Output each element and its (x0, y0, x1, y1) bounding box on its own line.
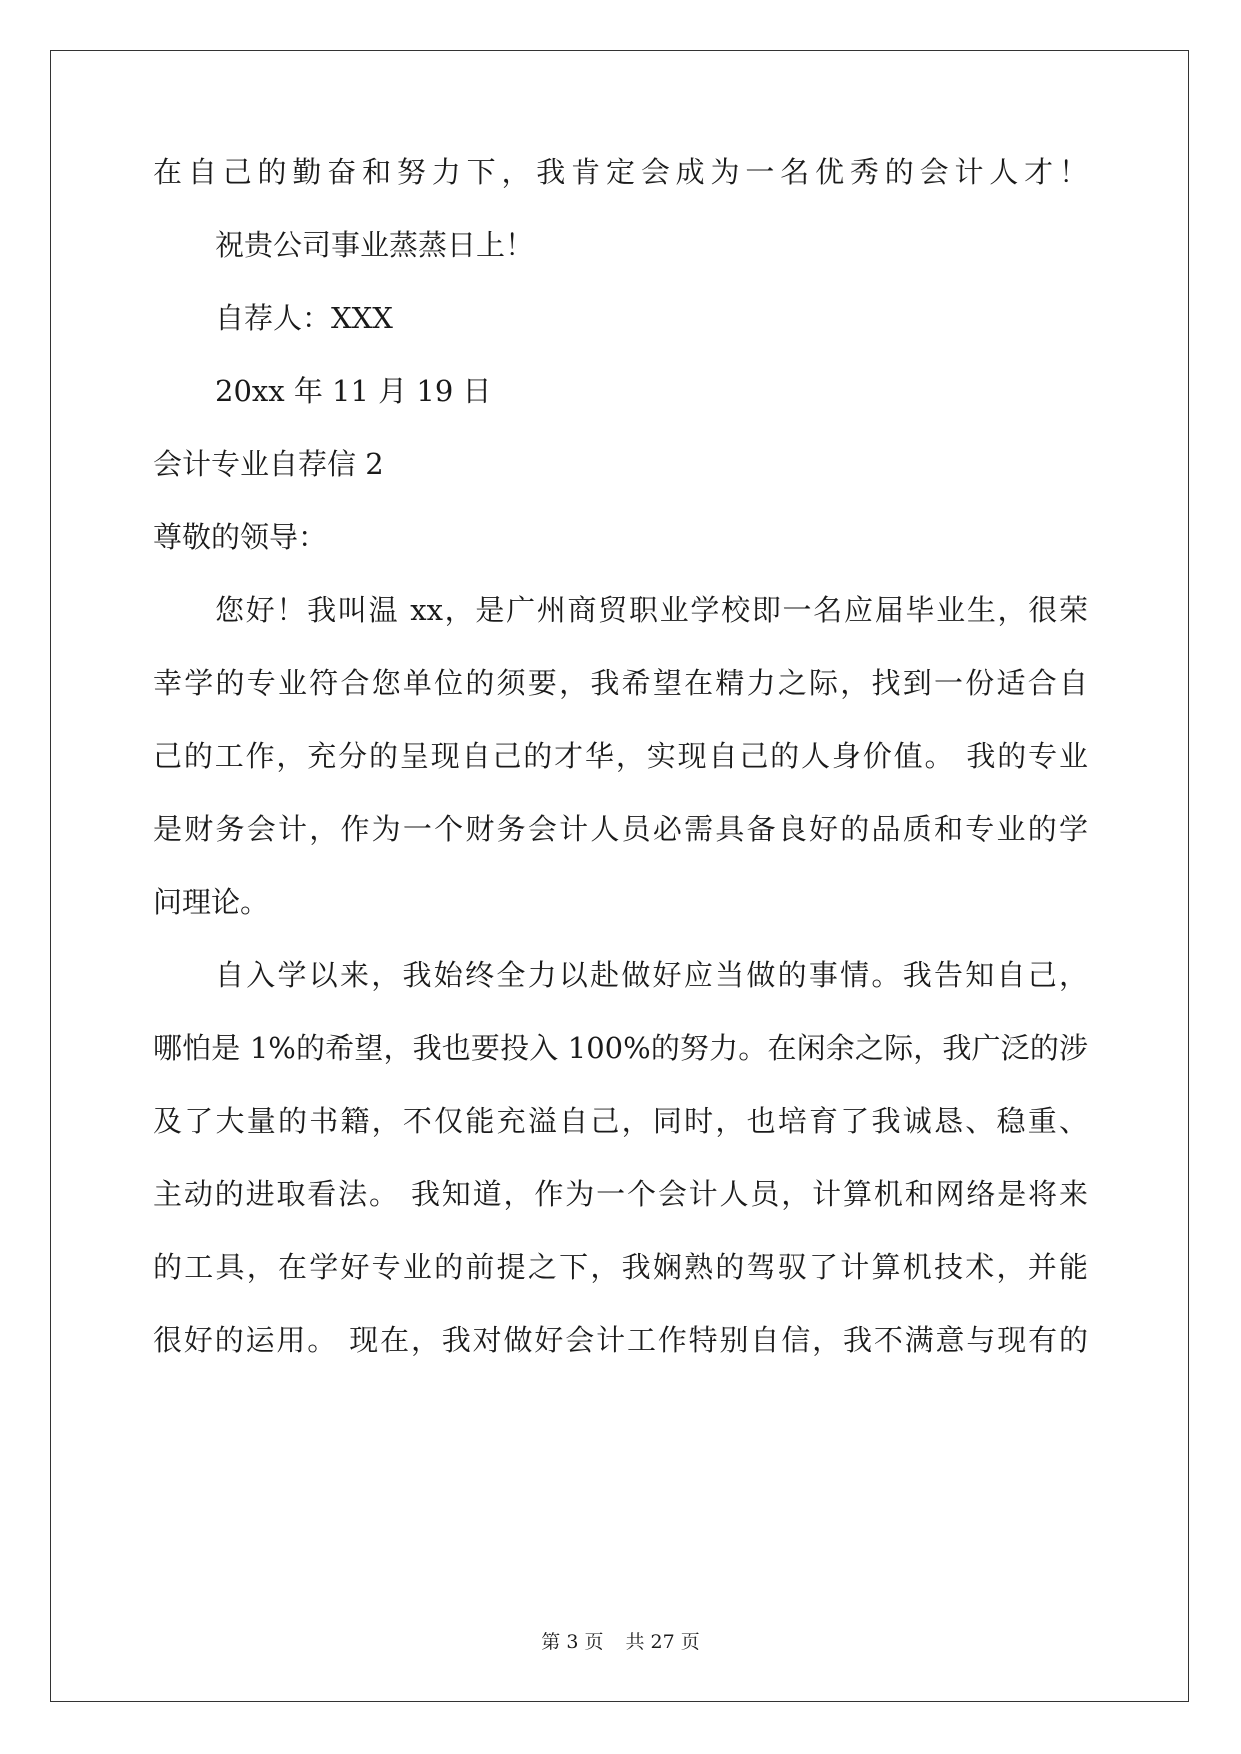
body-line: 幸学的专业符合您单位的须要，我希望在精力之际，找到一份适合自 (153, 666, 1088, 700)
page-footer (0, 1630, 1241, 1654)
body-line: 自入学以来，我始终全力以赴做好应当做的事情。我告知自己， (215, 958, 1088, 992)
signature-line: 自荐人：XXX (215, 301, 393, 335)
page-total: 共 27 页 (625, 1631, 700, 1653)
body-line: 您好！我叫温 xx，是广州商贸职业学校即一名应届毕业生，很荣 (215, 593, 1088, 627)
body-line: 及了大量的书籍，不仅能充溢自己，同时，也培育了我诚恳、稳重、 (153, 1104, 1088, 1138)
body-line: 的工具，在学好专业的前提之下，我娴熟的驾驭了计算机技术，并能 (153, 1250, 1088, 1284)
section-title: 会计专业自荐信 2 (153, 447, 384, 481)
date-line: 20xx 年 11 月 19 日 (215, 374, 492, 408)
body-line: 哪怕是 1%的希望，我也要投入 100%的努力。在闲余之际，我广泛的涉 (153, 1031, 1088, 1065)
body-line: 己的工作，充分的呈现自己的才华，实现自己的人身价值。 我的专业 (153, 739, 1088, 773)
body-line: 在自己的勤奋和努力下，我肯定会成为一名优秀的会计人才！ (153, 155, 1088, 189)
body-line: 很好的运用。 现在，我对做好会计工作特别自信，我不满意与现有的 (153, 1323, 1088, 1357)
body-line: 问理论。 (153, 885, 270, 919)
page-number: 第 3 页 (541, 1631, 604, 1653)
body-line: 是财务会计，作为一个财务会计人员必需具备良好的品质和专业的学 (153, 812, 1088, 846)
closing-wish: 祝贵公司事业蒸蒸日上！ (215, 228, 535, 262)
body-line: 主动的进取看法。 我知道，作为一个会计人员，计算机和网络是将来 (153, 1177, 1088, 1211)
salutation: 尊敬的领导： (153, 520, 328, 554)
